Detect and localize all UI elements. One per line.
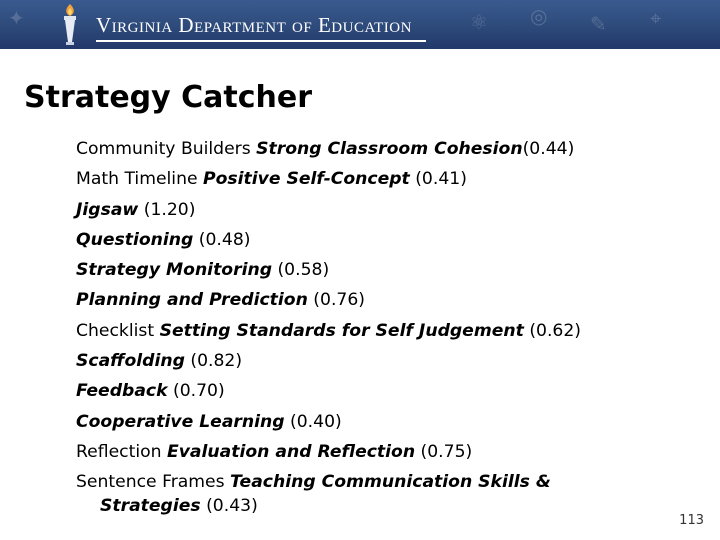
list-item [76, 285, 696, 315]
list-item [76, 134, 696, 164]
item-strategy: Evaluation and Reflection [166, 441, 416, 462]
item-tool: Sentence Frames [76, 472, 231, 493]
item-tool: Math Timeline [76, 169, 204, 190]
item-strategy: Strategy Monitoring [76, 260, 273, 281]
page-title: Strategy Catcher [24, 80, 313, 115]
list-item [76, 346, 696, 376]
decor-book-icon: ✎ [590, 12, 607, 36]
list-item [76, 164, 696, 194]
item-strategy-cont: Strategies [100, 496, 201, 517]
item-strategy: Strong Classroom Cohesion [256, 139, 523, 159]
list-item [76, 195, 696, 225]
decor-atom-icon: ⚛ [470, 10, 488, 34]
item-effect-size: (0.62) [523, 320, 582, 341]
list-item [76, 407, 696, 437]
item-effect-size: (0.44) [522, 139, 575, 159]
item-strategy: Planning and Prediction [76, 290, 308, 311]
item-strategy: Cooperative Learning [76, 411, 285, 432]
item-effect-size: (0.43) [200, 496, 258, 517]
item-effect-size: (0.41) [409, 169, 467, 190]
item-continuation [76, 494, 696, 518]
item-effect-size: (0.58) [272, 260, 330, 281]
item-effect-size: (0.76) [307, 290, 365, 311]
item-strategy: Feedback [76, 381, 168, 402]
list-item [76, 255, 696, 285]
decor-compass-icon: ⌖ [650, 6, 662, 30]
list-item [76, 225, 696, 255]
decor-globe-icon: ◎ [530, 4, 548, 28]
item-strategy: Scaffolding [76, 351, 185, 372]
list-item [76, 376, 696, 406]
list-item [76, 467, 696, 518]
item-strategy: Jigsaw [76, 199, 139, 220]
item-tool: Reflection [76, 441, 167, 462]
item-effect-size: (0.82) [184, 351, 243, 372]
torch-logo-icon [54, 2, 86, 46]
item-strategy: Questioning [76, 229, 194, 250]
item-strategy: Setting Standards for Self Judgement [159, 320, 524, 341]
item-effect-size: (0.48) [193, 229, 251, 250]
header-org-name: Virginia Department of Education [96, 13, 412, 37]
item-tool: Checklist [76, 320, 160, 341]
item-effect-size: (0.75) [415, 441, 473, 462]
item-effect-size: (1.20) [138, 199, 196, 220]
header-underline [96, 40, 426, 42]
decor-star-icon: ✦ [8, 6, 25, 30]
list-item [76, 316, 696, 346]
list-item [76, 437, 696, 467]
item-strategy: Teaching Communication Skills & [230, 472, 551, 493]
header-banner [0, 0, 720, 49]
item-tool: Community Builders [76, 139, 257, 159]
strategy-list [76, 134, 696, 518]
item-effect-size: (0.40) [284, 411, 342, 432]
item-effect-size: (0.70) [167, 381, 225, 402]
page-number: 113 [679, 513, 704, 528]
item-strategy: Positive Self-Concept [203, 169, 410, 190]
